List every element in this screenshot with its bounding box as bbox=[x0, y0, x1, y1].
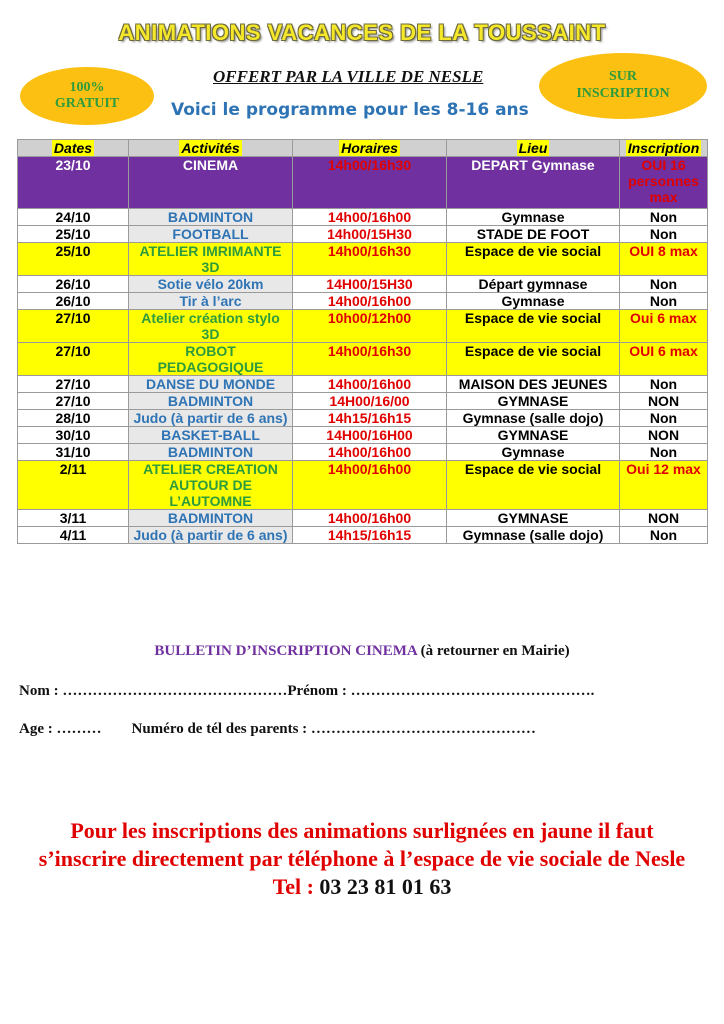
row-registration: Non bbox=[620, 226, 708, 243]
row-place: MAISON DES JEUNES bbox=[447, 376, 620, 393]
schedule-table bbox=[17, 139, 708, 544]
row-place: Espace de vie social bbox=[447, 310, 620, 343]
row-registration: OUI 6 max bbox=[620, 343, 708, 376]
header-activites: Activités bbox=[129, 140, 293, 157]
row-time: 14H00/16H00 bbox=[293, 427, 447, 444]
row-place: GYMNASE bbox=[447, 427, 620, 444]
row-activity: Sotie vélo 20km bbox=[129, 276, 293, 293]
row-activity: BADMINTON bbox=[129, 510, 293, 527]
row-activity: CINEMA bbox=[129, 157, 293, 209]
table-row bbox=[18, 461, 708, 510]
row-time: 14h00/16h00 bbox=[293, 444, 447, 461]
row-place: Espace de vie social bbox=[447, 343, 620, 376]
row-date: 2/11 bbox=[18, 461, 129, 510]
row-time: 14h00/16h00 bbox=[293, 209, 447, 226]
free-badge bbox=[20, 67, 154, 125]
row-registration: Oui 12 max bbox=[620, 461, 708, 510]
row-time: 14h00/16h00 bbox=[293, 461, 447, 510]
table-row bbox=[18, 376, 708, 393]
row-registration: Non bbox=[620, 376, 708, 393]
row-activity: FOOTBALL bbox=[129, 226, 293, 243]
row-registration: Non bbox=[620, 410, 708, 427]
row-time: 14h15/16h15 bbox=[293, 527, 447, 544]
table-row bbox=[18, 276, 708, 293]
row-place: GYMNASE bbox=[447, 393, 620, 410]
row-date: 25/10 bbox=[18, 226, 129, 243]
row-time: 14h00/16h00 bbox=[293, 293, 447, 310]
row-date: 24/10 bbox=[18, 209, 129, 226]
row-date: 25/10 bbox=[18, 243, 129, 276]
row-registration: NON bbox=[620, 393, 708, 410]
row-place: Gymnase (salle dojo) bbox=[447, 527, 620, 544]
footer-message: Pour les inscriptions des animations surlignées en jaune il faut s’inscrire directement par téléphone à l’espace de vie sociale de Nesle bbox=[38, 818, 686, 871]
row-date: 26/10 bbox=[18, 293, 129, 310]
age-phone-line[interactable]: Age : ……… Numéro de tél des parents : ……………………………………… bbox=[19, 721, 536, 737]
row-registration: Non bbox=[620, 527, 708, 544]
bulletin-heading bbox=[0, 643, 724, 660]
table-row bbox=[18, 157, 708, 209]
table-row bbox=[18, 343, 708, 376]
row-registration: OUI 8 max bbox=[620, 243, 708, 276]
row-activity: ATELIER IMRIMANTE 3D bbox=[129, 243, 293, 276]
header-dates: Dates bbox=[18, 140, 129, 157]
row-time: 14h00/16h00 bbox=[293, 510, 447, 527]
row-time: 10h00/12h00 bbox=[293, 310, 447, 343]
header-lieu: Lieu bbox=[447, 140, 620, 157]
phone-number: 03 23 81 01 63 bbox=[319, 874, 452, 899]
header-horaires: Horaires bbox=[293, 140, 447, 157]
row-date: 27/10 bbox=[18, 343, 129, 376]
phone-line bbox=[0, 873, 724, 901]
table-row bbox=[18, 226, 708, 243]
row-registration: Non bbox=[620, 444, 708, 461]
row-place: DEPART Gymnase bbox=[447, 157, 620, 209]
row-activity: BADMINTON bbox=[129, 393, 293, 410]
row-date: 27/10 bbox=[18, 393, 129, 410]
free-badge-line2: GRATUIT bbox=[54, 96, 120, 111]
row-date: 31/10 bbox=[18, 444, 129, 461]
row-place: STADE DE FOOT bbox=[447, 226, 620, 243]
row-date: 27/10 bbox=[18, 376, 129, 393]
free-badge-line1: 100% bbox=[69, 79, 105, 95]
row-activity: BASKET-BALL bbox=[129, 427, 293, 444]
row-time: 14h00/16h30 bbox=[293, 157, 447, 209]
row-registration: Non bbox=[620, 293, 708, 310]
row-registration: Non bbox=[620, 209, 708, 226]
row-registration: Non bbox=[620, 276, 708, 293]
row-activity: DANSE DU MONDE bbox=[129, 376, 293, 393]
row-place: Gymnase bbox=[447, 444, 620, 461]
row-time: 14H00/16/00 bbox=[293, 393, 447, 410]
header-inscription: Inscription bbox=[620, 140, 708, 157]
row-activity: Judo (à partir de 6 ans) bbox=[129, 410, 293, 427]
row-date: 4/11 bbox=[18, 527, 129, 544]
table-row bbox=[18, 510, 708, 527]
row-place: Départ gymnase bbox=[447, 276, 620, 293]
row-registration: Oui 6 max bbox=[620, 310, 708, 343]
row-activity: Judo (à partir de 6 ans) bbox=[129, 527, 293, 544]
row-registration: NON bbox=[620, 427, 708, 444]
table-row bbox=[18, 427, 708, 444]
footer-message-block bbox=[0, 817, 724, 901]
table-row bbox=[18, 444, 708, 461]
table-row bbox=[18, 310, 708, 343]
row-time: 14h00/16h00 bbox=[293, 376, 447, 393]
row-time: 14H00/15H30 bbox=[293, 276, 447, 293]
programme-subtitle: Voici le programme pour les 8-16 ans bbox=[171, 100, 529, 120]
registration-badge bbox=[539, 53, 707, 119]
name-line[interactable]: Nom : ………………………………………Prénom : …………………………………………. bbox=[19, 683, 595, 699]
table-row bbox=[18, 527, 708, 544]
row-date: 28/10 bbox=[18, 410, 129, 427]
bulletin-title: BULLETIN D’INSCRIPTION CINEMA bbox=[154, 643, 417, 659]
row-activity: BADMINTON bbox=[129, 444, 293, 461]
row-time: 14h00/16h30 bbox=[293, 343, 447, 376]
registration-badge-line2: INSCRIPTION bbox=[576, 86, 670, 101]
row-time: 14h15/16h15 bbox=[293, 410, 447, 427]
table-header-row bbox=[18, 140, 708, 157]
phone-label: Tel : bbox=[272, 874, 314, 899]
table-row bbox=[18, 410, 708, 427]
row-place: Espace de vie social bbox=[447, 243, 620, 276]
row-date: 26/10 bbox=[18, 276, 129, 293]
table-row bbox=[18, 243, 708, 276]
offered-by: OFFERT PAR LA VILLE DE NESLE bbox=[213, 67, 484, 86]
row-date: 27/10 bbox=[18, 310, 129, 343]
row-date: 30/10 bbox=[18, 427, 129, 444]
row-place: Gymnase bbox=[447, 293, 620, 310]
row-time: 14h00/16h30 bbox=[293, 243, 447, 276]
row-place: Gymnase bbox=[447, 209, 620, 226]
registration-badge-line1: SUR bbox=[608, 69, 637, 85]
row-activity: Tir à l’arc bbox=[129, 293, 293, 310]
row-date: 3/11 bbox=[18, 510, 129, 527]
bulletin-note: (à retourner en Mairie) bbox=[420, 643, 570, 659]
row-place: GYMNASE bbox=[447, 510, 620, 527]
table-row bbox=[18, 209, 708, 226]
main-title: ANIMATIONS VACANCES DE LA TOUSSAINT bbox=[118, 20, 606, 45]
row-place: Gymnase (salle dojo) bbox=[447, 410, 620, 427]
table-row bbox=[18, 293, 708, 310]
row-activity: ROBOT PEDAGOGIQUE bbox=[129, 343, 293, 376]
row-activity: Atelier création stylo 3D bbox=[129, 310, 293, 343]
row-registration: OUI 16 personnes max bbox=[620, 157, 708, 209]
row-time: 14h00/15H30 bbox=[293, 226, 447, 243]
row-date: 23/10 bbox=[18, 157, 129, 209]
row-place: Espace de vie social bbox=[447, 461, 620, 510]
row-registration: NON bbox=[620, 510, 708, 527]
table-row bbox=[18, 393, 708, 410]
row-activity: ATELIER CREATION AUTOUR DE L’AUTOMNE bbox=[129, 461, 293, 510]
row-activity: BADMINTON bbox=[129, 209, 293, 226]
